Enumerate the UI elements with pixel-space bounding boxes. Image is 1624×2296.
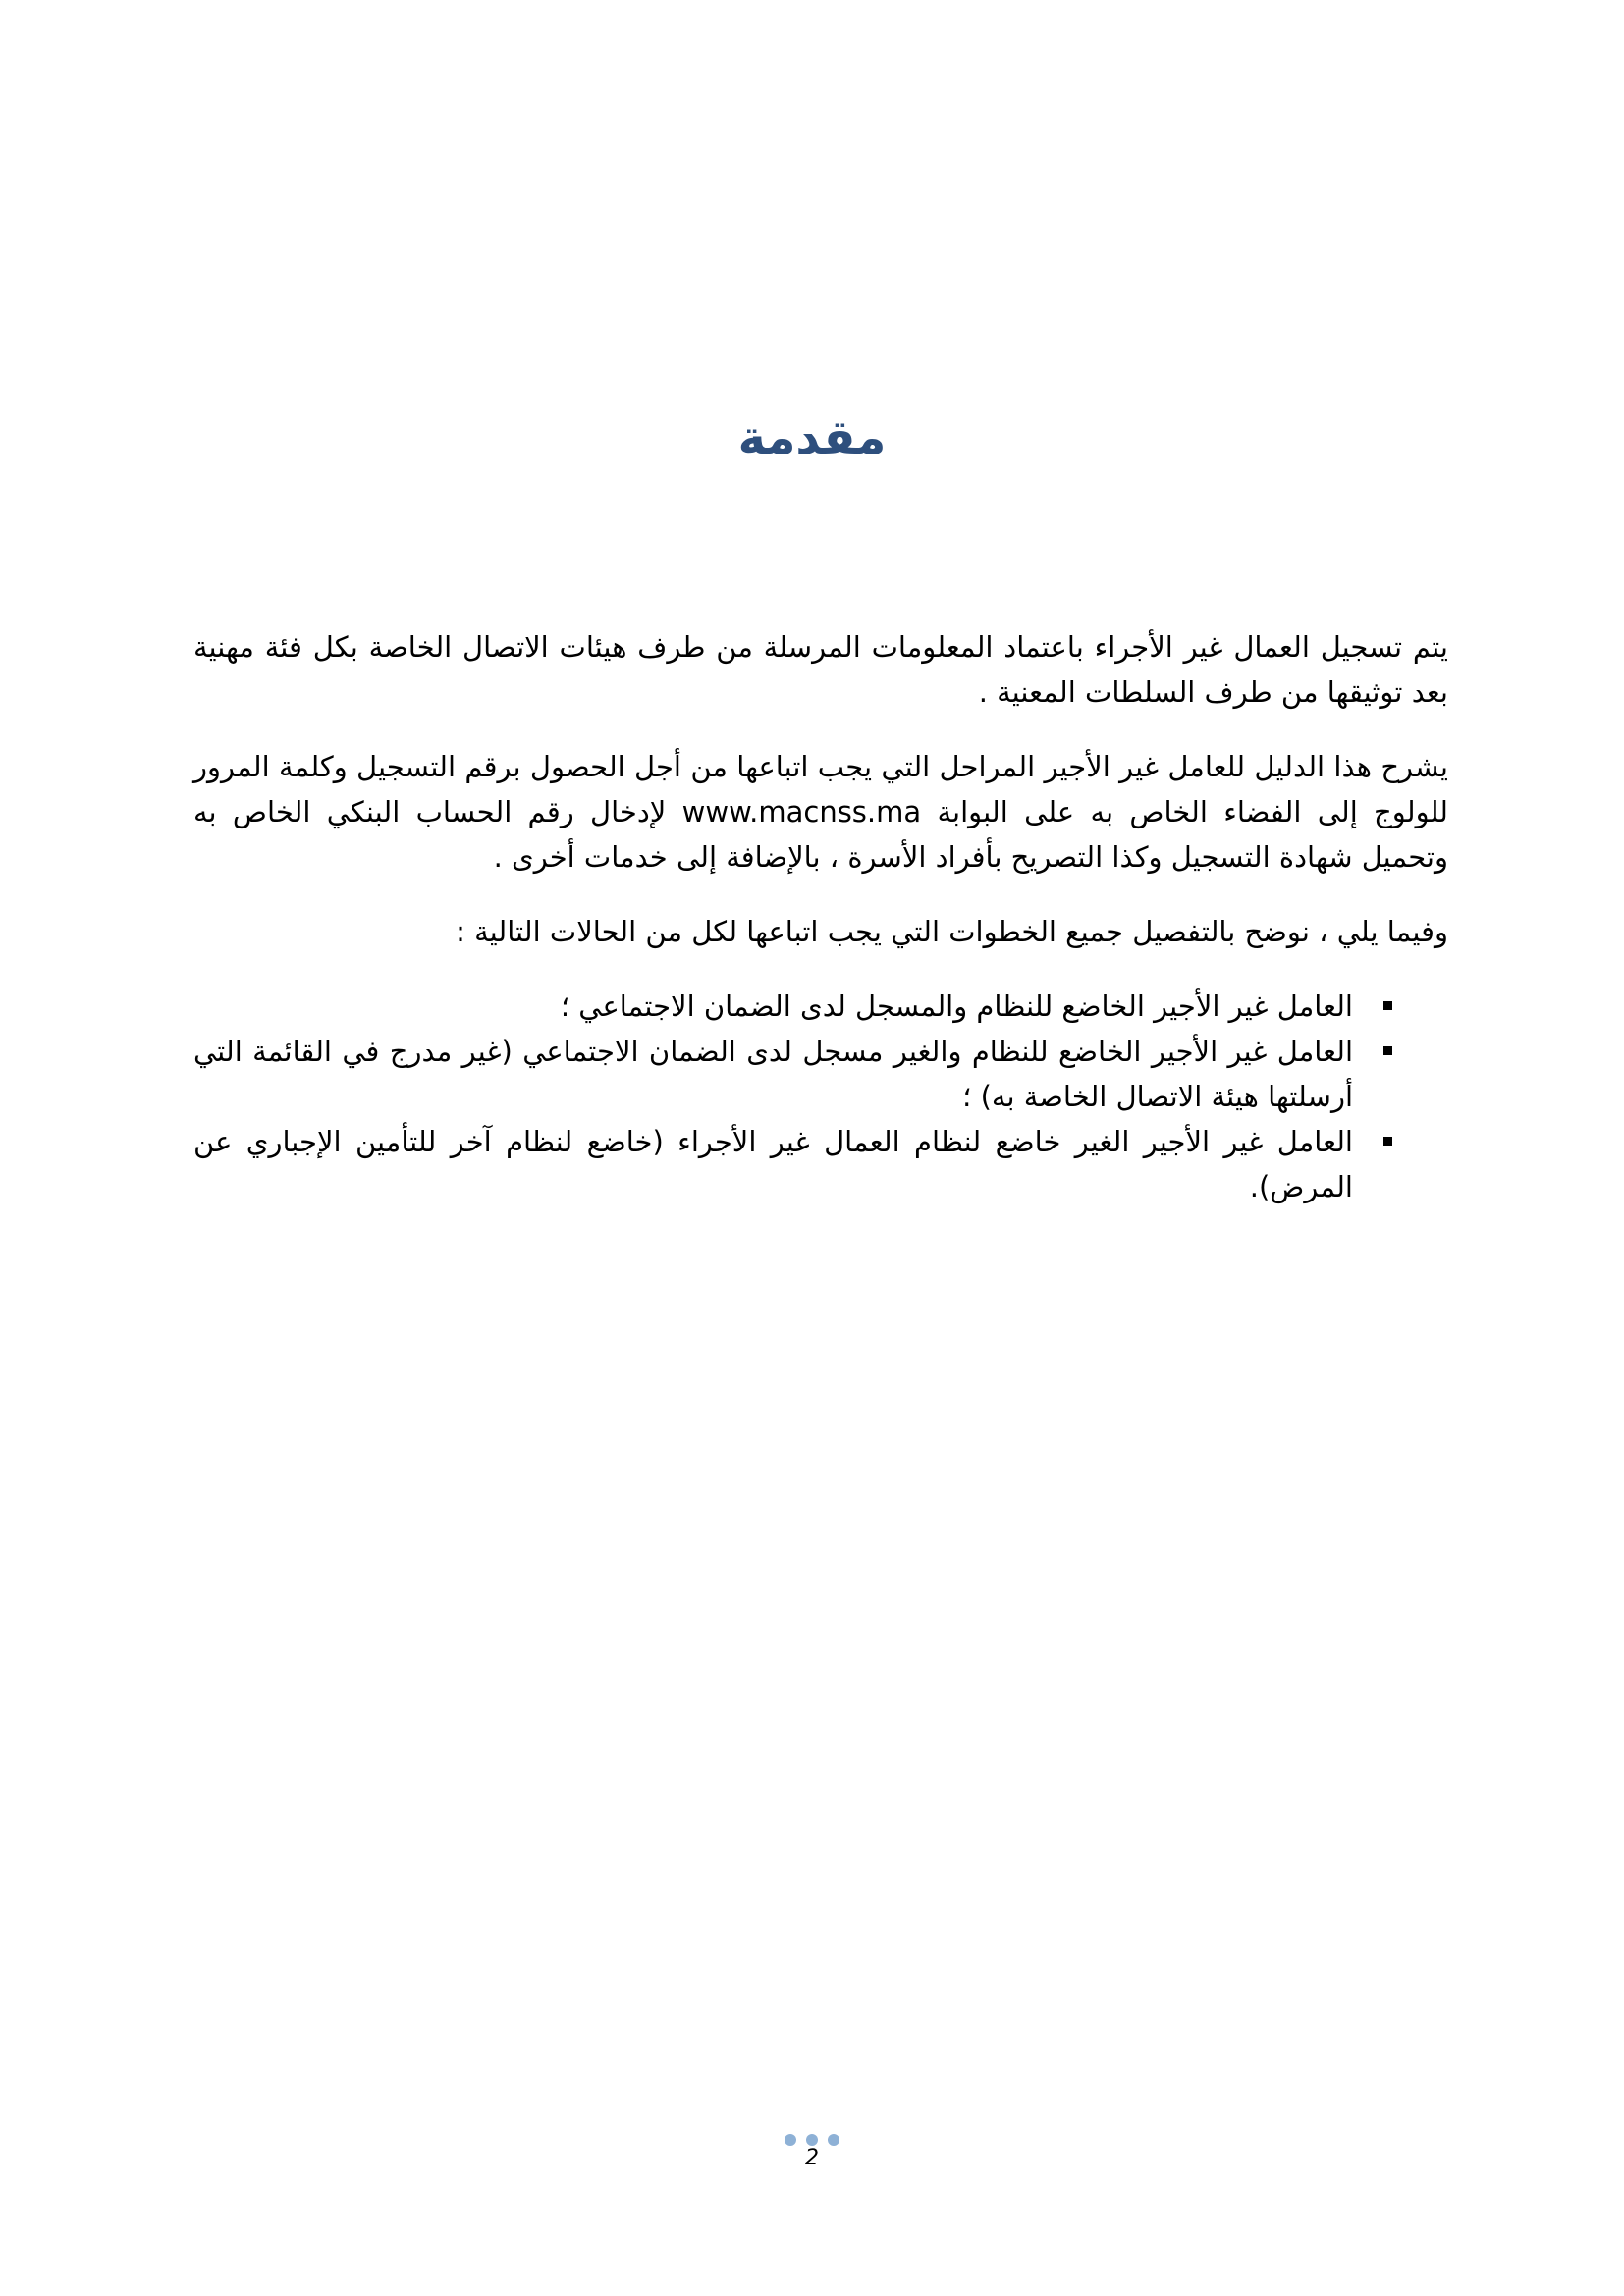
list-item	[193, 1029, 1353, 1119]
cases-intro-paragraph: وفيما يلي ، نوضح بالتفصيل جميع الخطوات التي يجب اتباعها لكل من الحالات التالية :	[456, 915, 1448, 948]
guide-text-part2: لإدخال رقم الحساب البنكي الخاص به وتحميل شهادة التسجيل وكذا التصريح بأفراد الأسرة ، بالإضافة إلى خدمات أخرى .	[193, 795, 1448, 874]
list-item-text: العامل غير الأجير الغير خاضع لنظام العمال غير الأجراء (خاضع لنظام آخر للتأمين الإجباري عن المرض).	[193, 1125, 1353, 1203]
guide-paragraph	[193, 744, 1448, 880]
footer-dots-ornament	[0, 2134, 1624, 2146]
dot-icon	[828, 2134, 839, 2146]
portal-link[interactable]: www.macnss.ma	[681, 795, 922, 828]
cases-list	[193, 984, 1448, 1209]
square-bullet-icon	[1383, 1046, 1392, 1055]
dot-icon	[785, 2134, 796, 2146]
document-body	[193, 624, 1448, 1209]
dot-icon	[806, 2134, 818, 2146]
list-item-text: العامل غير الأجير الخاضع للنظام والمسجل لدى الضمان الاجتماعي ؛	[560, 989, 1353, 1023]
intro-paragraph: يتم تسجيل العمال غير الأجراء باعتماد المعلومات المرسلة من طرف هيئات الاتصال الخاصة بكل فئة مهنية بعد توثيقها من طرف السلطات المعنية .	[193, 630, 1448, 709]
page-number: 2	[805, 2146, 819, 2170]
square-bullet-icon	[1383, 1001, 1392, 1010]
list-item-text: العامل غير الأجير الخاضع للنظام والغير مسجل لدى الضمان الاجتماعي (غير مدرج في القائمة التي أرسلتها هيئة الاتصال الخاصة به) ؛	[193, 1035, 1353, 1113]
list-item	[193, 984, 1353, 1029]
list-item	[193, 1119, 1353, 1209]
guide-text-part1: يشرح هذا الدليل للعامل غير الأجير المراحل التي يجب اتباعها من أجل الحصول برقم التسجيل وكلمة المرور للولوج إلى الفضاء الخاص به على البوابة	[193, 750, 1449, 828]
square-bullet-icon	[1383, 1137, 1392, 1146]
page-title: مقدمة	[737, 410, 887, 465]
